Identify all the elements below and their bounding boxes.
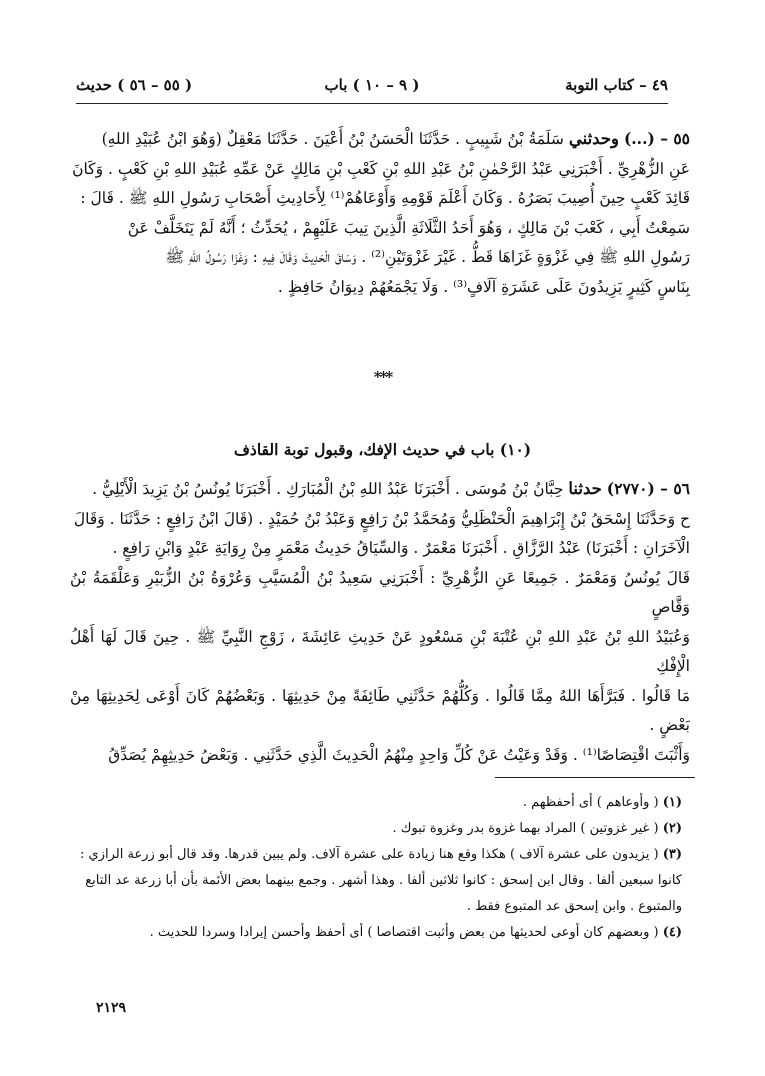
hadith-56-line: وَأَثْبَتَ اقْتِصَاصًا⁽¹⁾ . وَقَدْ وَعَيْتُ عَنْ كُلِّ وَاحِدٍ مِنْهُمُ الْحَدِيثَ الَّذِي حَدَّثَنِي . وَبَعْضُ حَدِيثِهِمْ يُصَدِّقُ bbox=[108, 745, 690, 764]
footnote-continuation: والمتبوع . وابن إسحق عد المتبوع فقط . bbox=[466, 899, 682, 914]
hadith-56-number: ٥٦ – (٢٧٧٠) bbox=[606, 479, 690, 498]
hadith-55-line: قَائِدَ كَعْبٍ حِينَ أُصِيبَ بَصَرُهُ . وَكَانَ أَعْلَمَ قَوْمِهِ وَأَوْعَاهُمْ⁽¹⁾ لِأَحَادِيثِ أَصْحَابِ رَسُولِ اللهِ ﷺ . قَالَ : bbox=[80, 189, 690, 207]
section-separator: *** bbox=[373, 368, 392, 386]
hadith-56-line: قَالَ يُونُسُ وَمَعْمَرٌ . جَمِيعًا عَنِ الزُّهْرِيِّ : أَخْبَرَنِي سَعِيدُ بْنُ الْمُسَيَّبِ وَعُرْوَةُ بْنُ الزُّبَيْرِ وَعَلْقَمَةُ بْنُ وَقَّاصٍ bbox=[70, 568, 690, 616]
hadith-55-line: ٥٥ – (...) وحدثني سَلَمَةُ بْنُ شَبِيبٍ . حَدَّثَنَا الْحَسَنُ بْنُ أَعْيَنَ . حَدَّثَنَا مَعْقِلٌ (وَهُوَ ابْنُ عُبَيْدِ اللهِ) bbox=[101, 129, 690, 148]
footnote-divider bbox=[495, 777, 695, 778]
footnote-continuation: كانوا سبعين ألفا . وقال ابن إسحق : كانوا ثلاثين ألفا . وهذا أشهر . وجمع بينهما بعض الأئمة بأن أبا زرعة عد التابع bbox=[85, 873, 682, 888]
header-hadith-range: ( ٥٥ – ٥٦ ) حديث bbox=[76, 76, 193, 94]
hadith-55-number: ٥٥ – (...) bbox=[623, 129, 690, 148]
footnote: (١) ( وأوعاهم ) أى أحفظهم . bbox=[522, 795, 682, 810]
hadith-55-line: بِنَاسٍ كَثِيرٍ يَزِيدُونَ عَلَى عَشَرَةِ آلَافٍ⁽³⁾ . وَلَا يَجْمَعُهُمْ دِيوَانُ حَافِظٍ . bbox=[277, 277, 690, 296]
footnote: (٤) ( وبعضهم كان أوعى لحديثها من بعض وأثبت اقتصاصا ) أى أحفظ وأحسن إيرادا وسردا للحديث . bbox=[149, 925, 682, 940]
page-number: ٢١٢٩ bbox=[96, 1000, 127, 1016]
hadith-56-lead: حدثنا bbox=[568, 479, 602, 498]
header-book-title: ٤٩ – كتاب التوبة bbox=[565, 76, 668, 94]
hadith-56-line: وَعُبَيْدُ اللهِ بْنُ عَبْدِ اللهِ بْنِ عُتْبَةَ بْنِ مَسْعُودٍ عَنْ حَدِيثِ عَائِشَةَ ، زَوْجِ النَّبِيِّ ﷺ . حِينَ قَالَ لَهَا أَهْلُ الْإِفْكِ bbox=[70, 627, 690, 675]
hadith-55 bbox=[70, 124, 690, 302]
hadith-56-line: ٥٦ – (٢٧٧٠) حدثنا حِبَّانُ بْنُ مُوسَى . أَخْبَرَنَا عَبْدُ اللهِ بْنُ الْمُبَارَكِ . أَخْبَرَنَا يُونُسُ بْنُ يَزِيدَ الْأَيْلِيُّ . bbox=[92, 479, 690, 498]
hadith-55-line: عَنِ الزُّهْرِيِّ . أَخْبَرَنِي عَبْدُ الرَّحْمٰنِ بْنُ عَبْدِ اللهِ بْنِ كَعْبِ بْنِ مَالِكٍ عَنْ عَمِّهِ عُبَيْدِ اللهِ بْنِ كَعْبٍ . وَكَانَ bbox=[72, 159, 690, 178]
hadith-56-line: الْآخَرَانِ : أَخْبَرَنَا) عَبْدُ الرَّزَّاقِ . أَخْبَرَنَا مَعْمَرٌ . وَالسِّيَاقُ حَدِيثُ مَعْمَرٍ مِنْ رِوَايَةِ عَبْدٍ وَابْنِ رَافِعٍ . bbox=[112, 539, 690, 557]
footnotes bbox=[70, 790, 682, 946]
footnote: (٣) ( يزيدون على عشرة آلاف ) هكذا وقع هنا زيادة على عشرة آلاف. ولم يبين قدرها. وقد قال أبو زرعة الرازي : bbox=[80, 847, 682, 862]
running-header bbox=[76, 74, 668, 100]
header-chapter-range: ( ٩ – ١٠ ) باب bbox=[324, 76, 420, 94]
header-divider bbox=[76, 103, 668, 104]
hadith-55-lead: وحدثني bbox=[568, 129, 619, 148]
hadith-56-line: ح وَحَدَّثَنَا إِسْحَقُ بْنُ إِبْرَاهِيمَ الْحَنْظَلِيُّ وَمُحَمَّدُ بْنُ رَافِعٍ وَعَبْدُ بْنُ حُمَيْدٍ . (قَالَ ابْنُ رَافِعٍ : حَدَّثَنَا . وَقَالَ bbox=[73, 509, 690, 528]
section-title: (١٠) باب في حديث الإفك، وقبول توبة القاذف bbox=[233, 440, 532, 459]
hadith-56 bbox=[70, 474, 690, 770]
hadith-56-line: مَا قَالُوا . فَبَرَّأَهَا اللهُ مِمَّا قَالُوا . وَكُلُّهُمْ حَدَّثَنِي طَائِفَةً مِنْ حَدِيثِهَا . وَبَعْضُهُمْ كَانَ أَوْعَى لِحَدِيثِهَا مِنْ بَعْضٍ . bbox=[70, 686, 690, 734]
footnote: (٢) ( غير غزوتين ) المراد بهما غزوة بدر وغزوة تبوك . bbox=[392, 821, 682, 836]
hadith-55-line: رَسُولِ اللهِ ﷺ فِي غَزْوَةٍ غَزَاهَا قَطُّ . غَيْرَ غَزْوَتَيْنِ⁽²⁾ . وَسَاقَ الْحَدِيثَ وَقَالَ فِيهِ : وَغَزَا رَسُولُ اللهِ ﷺ bbox=[165, 248, 690, 266]
hadith-55-line: سَمِعْتُ أَبِي ، كَعْبَ بْنَ مَالِكٍ ، وَهُوَ أَحَدُ الثَّلَاثَةِ الَّذِينَ تِيبَ عَلَيْهِمْ ، يُحَدِّثُ ؛ أَنَّهُ لَمْ يَتَخَلَّفْ عَنْ bbox=[127, 218, 690, 237]
